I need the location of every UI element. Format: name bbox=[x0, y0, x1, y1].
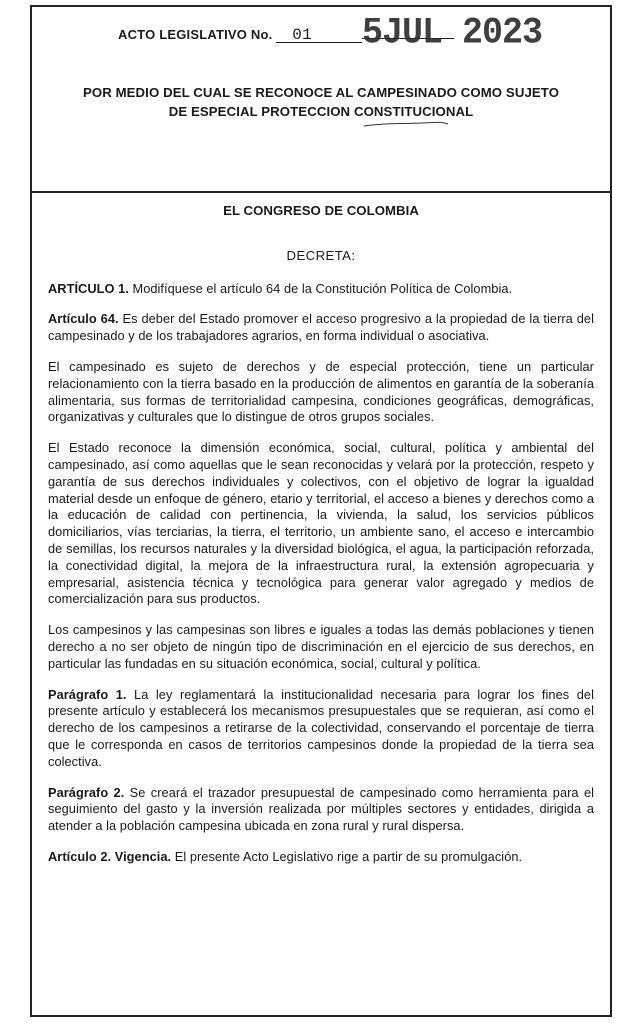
paragraph-campesinado: El campesinado es sujeto de derechos y de especial protección, tiene un particular relacionamiento con la tierra basado en la producción de alimentos en garantía de la soberanía alimentaria, sus formas de territorialidad campesina, condiciones geográficas, demográficas, organizativas y culturales que lo distingue de otros grupos sociales. bbox=[48, 358, 594, 425]
article-1-text: Modifíquese el artículo 64 de la Constitución Política de Colombia. bbox=[128, 280, 513, 296]
article-2-label: Artículo 2. Vigencia. bbox=[48, 848, 172, 864]
paragrafo-1 bbox=[48, 687, 594, 771]
decreta-heading: DECRETA: bbox=[286, 247, 356, 263]
document-body bbox=[48, 203, 594, 866]
paragrafo-2 bbox=[48, 785, 594, 835]
title-line-2: DE ESPECIAL PROTECCION CONSTITUCIONAL bbox=[168, 104, 474, 119]
act-label: ACTO LEGISLATIVO No. bbox=[118, 27, 273, 42]
article-64-label: Artículo 64. bbox=[48, 311, 119, 327]
article-1-label: ARTÍCULO 1. bbox=[48, 280, 129, 296]
article-2 bbox=[48, 849, 594, 866]
document-frame bbox=[30, 5, 612, 1017]
paragrafo-1-label: Parágrafo 1. bbox=[48, 686, 127, 702]
document-header bbox=[32, 7, 610, 193]
article-1 bbox=[48, 281, 594, 298]
date-stamp: 5JUL 2023 bbox=[362, 12, 543, 54]
paragraph-campesinos-libres: Los campesinos y las campesinas son libres e iguales a todas las demás poblaciones y tienen derecho a no ser objeto de ningún tipo de discriminación en el ejercicio de sus derechos, en particular las fundadas en su situación económica, social, cultural y política. bbox=[48, 622, 594, 671]
article-2-text: El presente Acto Legislativo rige a partir de su promulgación. bbox=[171, 848, 523, 864]
document-title bbox=[44, 83, 598, 121]
handwritten-strike-mark bbox=[362, 117, 450, 133]
article-64-text: Es deber del Estado promover el acceso progresivo a la propiedad de la tierra del campesinado y de los trabajadores agrarios, en forma individual o asociativa. bbox=[48, 311, 594, 344]
article-64 bbox=[48, 311, 594, 345]
paragrafo-2-text: Se creará el trazador presupuestal de campesinado como herramienta para el seguimiento del gasto y la inversión realizada por múltiples sectores y entidades, dirigida a atender a la población campesina ubicada en zona rural y rural dispersa. bbox=[48, 784, 595, 834]
congress-heading: EL CONGRESO DE COLOMBIA bbox=[223, 203, 419, 218]
act-number: 01 bbox=[276, 28, 362, 43]
paragrafo-2-label: Parágrafo 2. bbox=[48, 784, 125, 800]
title-line-1: POR MEDIO DEL CUAL SE RECONOCE AL CAMPESINADO COMO SUJETO bbox=[82, 85, 560, 100]
paragraph-estado-reconoce: El Estado reconoce la dimensión económica, social, cultural, política y ambiental del campesinado, así como aquellas que le sean reconocidas y velará por la protección, respeto y garantía de sus derechos individuales y colectivos, con el objetivo de lograr la igualdad material desde un enfoque de género, etario y territorial, el acceso a bienes y derechos como a la educación de calidad con pertinencia, la vivienda, la salud, los servicios públicos domiciliarios, vías terciarias, la tierra, el territorio, un ambiente sano, el acceso e intercambio de semillas, los recursos naturales y la diversidad biológica, el agua, la participación reforzada, la conectividad digital, la mejora de la infraestructura rural, la extensión agropecuaria y empresarial, asistencia técnica y tecnológica para generar valor agregado y medios de comercialización para sus productos. bbox=[48, 440, 594, 607]
paragrafo-1-text: La ley reglamentará la institucionalidad necesaria para lograr los fines del presente artículo y establecerá los mecanismos presupuestales que se requieran, así como el derecho de los campesinos a retirarse de la colectividad, conservando el porcentaje de tierra que le corresponda en casos de territorios campesinos donde la propiedad de la tierra sea colectiva. bbox=[48, 686, 594, 769]
